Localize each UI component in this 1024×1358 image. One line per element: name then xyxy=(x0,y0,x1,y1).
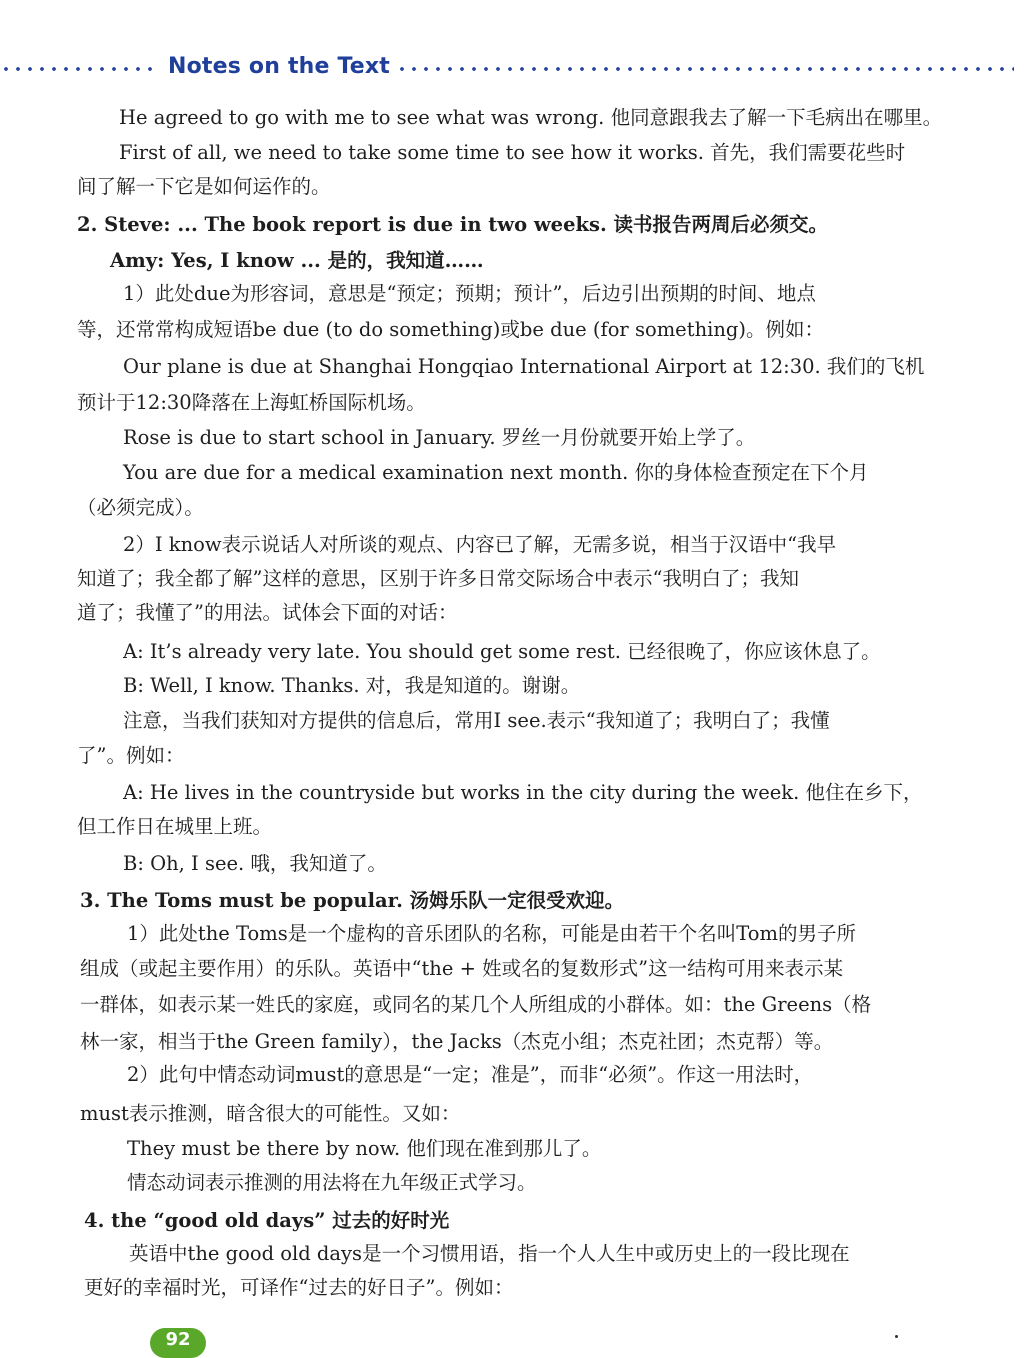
text-line: （必须完成）。 xyxy=(77,496,204,519)
text-line: 英语中the good old days是一个习惯用语，指一个人人生中或历史上的一段比现在 xyxy=(129,1242,850,1265)
text-line: 间了解一下它是如何运作的。 xyxy=(77,175,331,198)
text-line: He agreed to go with me to see what was wrong. 他同意跟我去了解一下毛病出在哪里。 xyxy=(119,106,943,129)
note-heading-4: 4. the “good old days” 过去的好时光 xyxy=(84,1209,450,1232)
example-line: You are due for a medical examination next month. 你的身体检查预定在下个月 xyxy=(123,461,869,484)
dialogue-line: B: Well, I know. Thanks. 对，我是知道的。谢谢。 xyxy=(123,674,581,697)
section-title: Notes on the Text xyxy=(168,54,391,79)
example-line: Our plane is due at Shanghai Hongqiao International Airport at 12:30. 我们的飞机 xyxy=(123,355,925,378)
text-line: 注意，当我们获知对方提供的信息后，常用I see.表示“我知道了；我明白了；我懂 xyxy=(123,709,830,732)
text-line: 林一家，相当于the Green family），the Jacks（杰克小组；杰克社团；杰克帮）等。 xyxy=(80,1030,834,1053)
text-line: 但工作日在城里上班。 xyxy=(77,815,273,838)
header-dots-right xyxy=(396,66,1014,72)
text-line: 1）此处the Toms是一个虚构的音乐团队的名称，可能是由若干个名叫Tom的男子所 xyxy=(127,922,856,945)
text-line: 情态动词表示推测的用法将在九年级正式学习。 xyxy=(127,1171,537,1194)
text-line: 等，还常常构成短语be due (to do something)或be due (for something)。例如： xyxy=(77,318,825,341)
text-line: First of all, we need to take some time to see how it works. 首先，我们需要花些时 xyxy=(119,141,906,164)
text-line: 2）此句中情态动词must的意思是“一定；准是”，而非“必须”。作这一用法时， xyxy=(127,1063,814,1086)
section-header xyxy=(0,52,1024,84)
page-number-badge: 92 xyxy=(150,1328,206,1358)
text-line: 更好的幸福时光，可译作“过去的好日子”。例如： xyxy=(84,1276,514,1299)
example-line: Rose is due to start school in January. 罗丝一月份就要开始上学了。 xyxy=(123,426,756,449)
text-line: 1）此处due为形容词，意思是“预定；预期；预计”，后边引出预期的时间、地点 xyxy=(123,282,816,305)
header-dots-left xyxy=(0,66,152,72)
note-heading-2: 2. Steve: ... The book report is due in two weeks. 读书报告两周后必须交。 xyxy=(77,213,829,236)
text-line: 知道了；我全都了解”这样的意思，区别于许多日常交际场合中表示“我明白了；我知 xyxy=(77,567,799,590)
scan-speck xyxy=(895,1335,898,1338)
dialogue-line: B: Oh, I see. 哦，我知道了。 xyxy=(123,852,387,875)
text-line: 组成（或起主要作用）的乐队。英语中“the + 姓或名的复数形式”这一结构可用来表示某 xyxy=(80,957,844,980)
note-subheading: Amy: Yes, I know ... 是的，我知道…… xyxy=(110,249,484,272)
text-line: 了”。例如： xyxy=(77,744,185,767)
text-line: 道了；我懂了”的用法。试体会下面的对话： xyxy=(77,601,458,624)
example-line: They must be there by now. 他们现在准到那儿了。 xyxy=(127,1137,602,1160)
note-heading-3: 3. The Toms must be popular. 汤姆乐队一定很受欢迎。 xyxy=(80,889,625,912)
text-line: 预计于12:30降落在上海虹桥国际机场。 xyxy=(77,391,426,414)
dialogue-line: A: He lives in the countryside but works in the city during the week. 他住在乡下， xyxy=(123,781,923,804)
text-line: must表示推测，暗含很大的可能性。又如： xyxy=(80,1102,461,1125)
text-line: 2）I know表示说话人对所谈的观点、内容已了解，无需多说，相当于汉语中“我早 xyxy=(123,533,837,556)
dialogue-line: A: It’s already very late. You should get some rest. 已经很晚了，你应该休息了。 xyxy=(123,640,881,663)
text-line: 一群体，如表示某一姓氏的家庭，或同名的某几个人所组成的小群体。如：the Greens（格 xyxy=(80,993,872,1016)
